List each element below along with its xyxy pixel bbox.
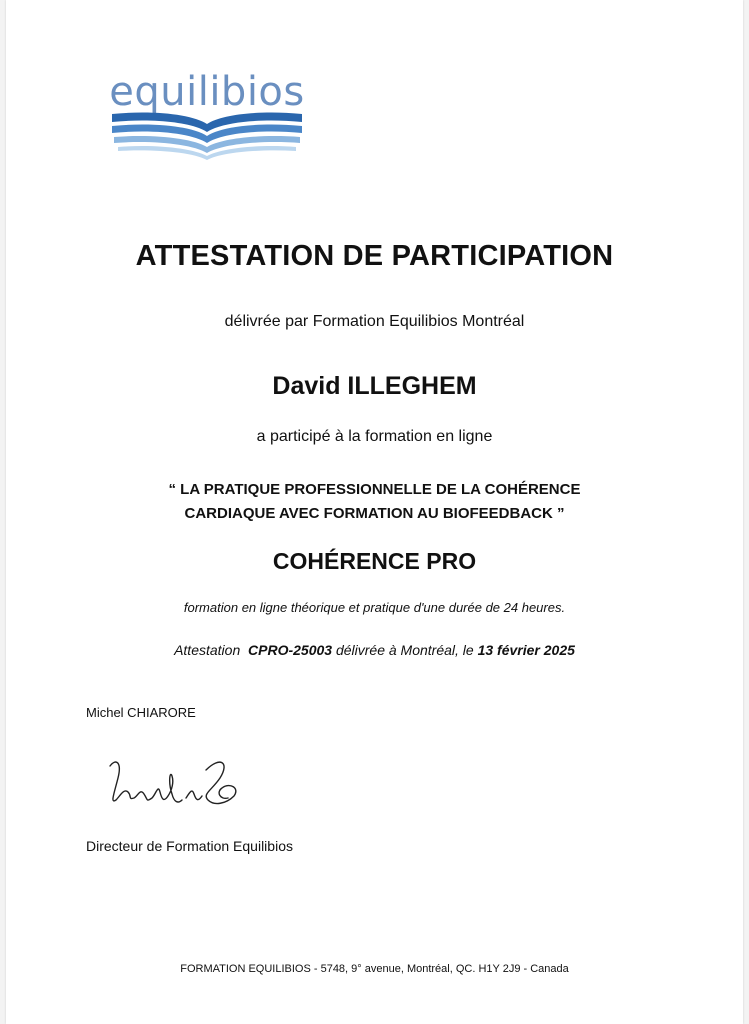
attestation-line [6,642,743,658]
course-title [6,478,743,526]
equilibios-logo [102,70,312,162]
attestation-middle: délivrée à Montréal, le [335,642,474,658]
participation-line: a participé à la formation en ligne [256,428,493,445]
duration-line: formation en ligne théorique et pratique d'une durée de 24 heures. [183,600,566,615]
program-name: COHÉRENCE PRO [272,548,477,574]
certificate-title: ATTESTATION DE PARTICIPATION [135,240,614,272]
certificate-page [6,0,743,1024]
recipient-name: David ILLEGHEM [272,372,477,400]
issuer-line: délivrée par Formation Equilibios Montréal [224,313,525,330]
handwritten-signature [102,748,242,814]
footer-address: FORMATION EQUILIBIOS - 5748, 9° avenue, Montréal, QC. H1Y 2J9 - Canada [180,963,569,975]
wave-book-icon [102,110,312,162]
attestation-code: CPRO-25003 [248,642,333,658]
course-title-line-2: CARDIAQUE AVEC FORMATION AU BIOFEEDBACK ” [184,505,565,522]
logo-wordmark: equilibios [109,69,305,115]
attestation-date: 13 février 2025 [477,642,575,658]
signer-title: Directeur de Formation Equilibios [86,838,293,854]
course-title-line-1: “ LA PRATIQUE PROFESSIONNELLE DE LA COHÉRENCE [168,481,581,498]
attestation-prefix: Attestation [174,642,241,658]
signer-name: Michel CHIARORE [86,705,196,720]
